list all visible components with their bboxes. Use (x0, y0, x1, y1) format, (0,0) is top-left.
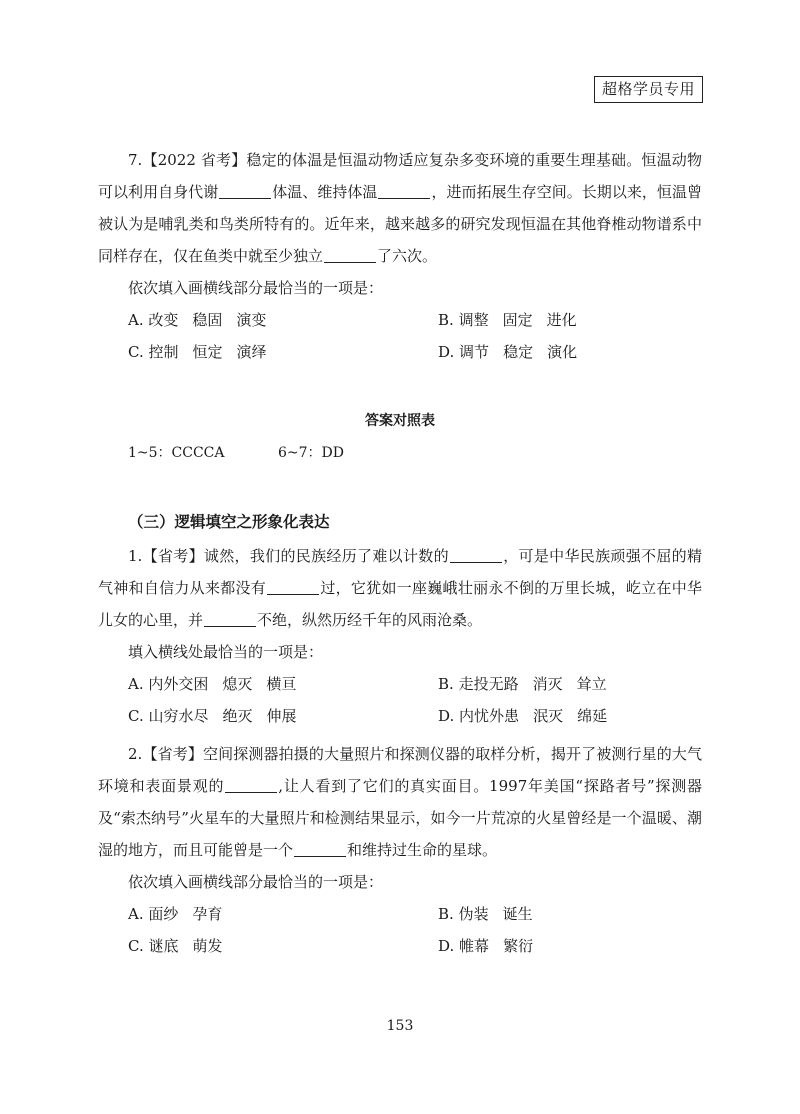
answer-entry: 1~5：CCCCA (128, 445, 225, 461)
question-instruction: 依次填入画横线部分最恰当的一项是： (128, 279, 384, 297)
option-a: A. 面纱 孕育 (128, 905, 223, 923)
option-b: B. 调整 固定 进化 (438, 311, 577, 329)
question-2-stem: 2.【省考】空间探测器拍摄的大量照片和探测仪器的取样分析，揭开了被测行星的大气环境和表面景观的 ,让人看到了它们的真实面目。1997年美国“探路者号”探测器及“索杰纳号”火星车的大量照片和检测结果显示，如今一片荒凉的火星曾经是一个温暖、潮湿的地方，而且可能曾是一个 和维持过生命的星球。 (98, 745, 702, 859)
question-source: 【省考】 (142, 547, 204, 565)
option-d: D. 内忧外患 泯灭 绵延 (438, 707, 608, 725)
fill-blank (450, 546, 502, 563)
option-list (98, 668, 702, 732)
question-source: 【2022 省考】 (142, 151, 247, 169)
fill-blank (204, 610, 256, 627)
question-1 (98, 540, 702, 732)
fill-blank (219, 182, 271, 199)
page-number: 153 (386, 1018, 414, 1034)
question-number: 7. (128, 151, 143, 169)
question-number: 2. (128, 745, 143, 763)
question-number: 1. (128, 547, 143, 565)
student-only-badge: 超格学员专用 (594, 76, 703, 103)
question-1-stem: 1.【省考】诚然，我们的民族经历了难以计数的 ，可是中华民族顽强不屈的精气神和自信力从来都没有 过，它犹如一座巍峨壮丽永不倒的万里长城，屹立在中华儿女的心里，并 不绝，纵然历经千年的风雨沧桑。 (98, 547, 702, 629)
section-title: （三）逻辑填空之形象化表达 (128, 513, 330, 531)
answer-entry: 6~7：DD (278, 445, 344, 461)
option-a: A. 改变 稳固 演变 (128, 311, 267, 329)
answer-table (128, 443, 344, 463)
fill-blank (294, 840, 346, 857)
option-d: D. 调节 稳定 演化 (438, 343, 578, 361)
option-list (98, 304, 702, 368)
option-c: C. 谜底 萌发 (128, 937, 223, 955)
question-2 (98, 738, 702, 962)
fill-blank (378, 182, 430, 199)
question-7-stem: 7.【2022 省考】稳定的体温是恒温动物适应复杂多变环境的重要生理基础。恒温动物可以利用自身代谢 体温、维持体温 ，进而拓展生存空间。长期以来，恒温曾被认为是哺乳类和鸟类所特有的。近年来，越来越多的研究发现恒温在其他脊椎动物谱系中同样存在，仅在鱼类中就至少独立 了六次。 (98, 151, 702, 265)
question-instruction: 填入横线处最恰当的一项是： (128, 643, 324, 661)
answer-table-title: 答案对照表 (365, 413, 435, 429)
fill-blank (267, 578, 319, 595)
option-d: D. 帷幕 繁衍 (438, 937, 534, 955)
question-7 (98, 144, 702, 368)
question-instruction: 依次填入画横线部分最恰当的一项是： (128, 873, 384, 891)
fill-blank (225, 776, 277, 793)
option-list (98, 898, 702, 962)
option-c: C. 控制 恒定 演绎 (128, 343, 267, 361)
fill-blank (324, 246, 376, 263)
option-c: C. 山穷水尽 绝灭 伸展 (128, 707, 297, 725)
question-source: 【省考】 (142, 745, 203, 763)
option-a: A. 内外交困 熄灭 横亘 (128, 675, 297, 693)
option-b: B. 伪装 诞生 (438, 905, 533, 923)
option-b: B. 走投无路 消灭 耸立 (438, 675, 607, 693)
